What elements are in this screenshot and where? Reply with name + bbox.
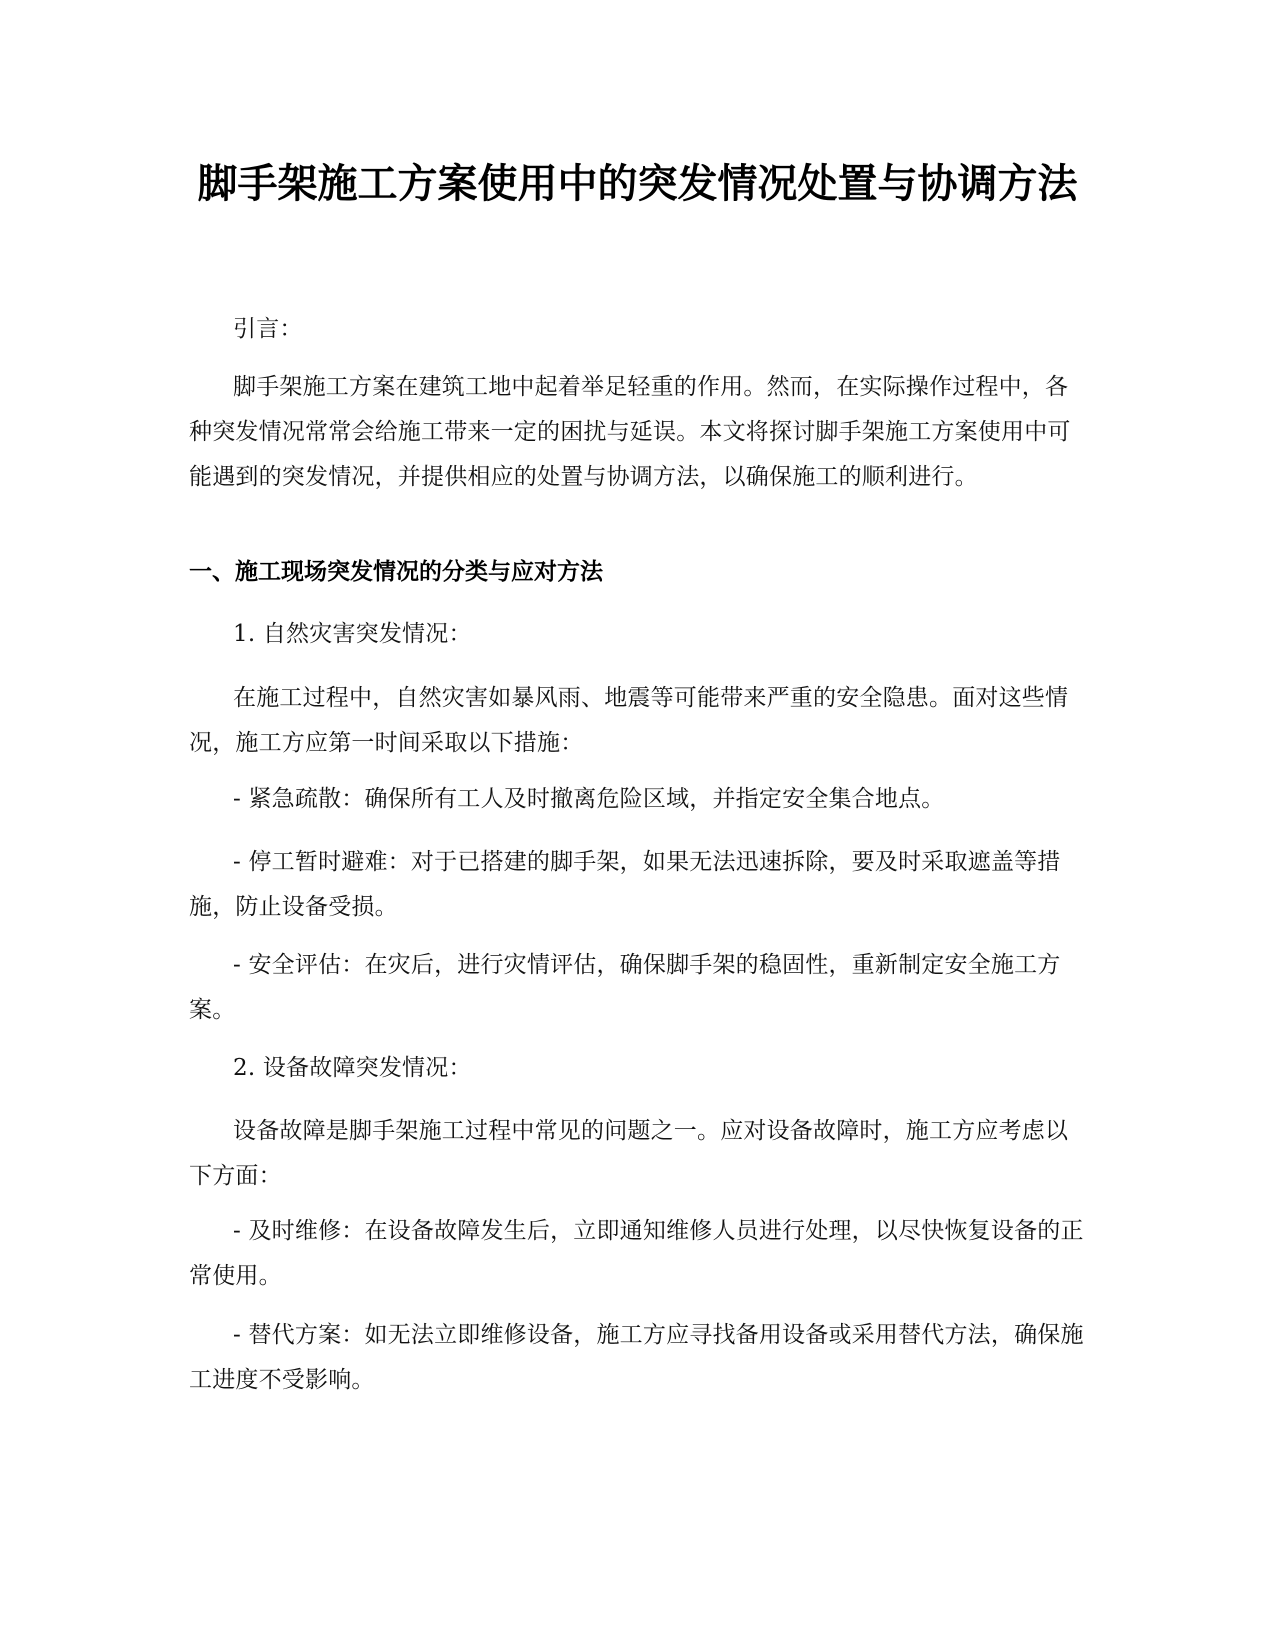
paragraph-natural-disaster: 在施工过程中，自然灾害如暴风雨、地震等可能带来严重的安全隐患。面对这些情况，施工方应第一时间采取以下措施： (189, 685, 1069, 756)
bullet-alternative-plan: - 替代方案：如无法立即维修设备，施工方应寻找备用设备或采用替代方法，确保施工进度不受影响。 (189, 1322, 1084, 1393)
bullet-emergency-evacuation: - 紧急疏散：确保所有工人及时撤离危险区域，并指定安全集合地点。 (233, 786, 945, 812)
item-heading-equipment-failure: 2. 设备故障突发情况： (233, 1055, 472, 1081)
intro-paragraph: 脚手架施工方案在建筑工地中起着举足轻重的作用。然而，在实际操作过程中，各种突发情况常常会给施工带来一定的困扰与延误。本文将探讨脚手架施工方案使用中可能遇到的突发情况，并提供相应的处置与协调方法，以确保施工的顺利进行。 (189, 374, 1071, 490)
bullet-safety-assessment: - 安全评估：在灾后，进行灾情评估，确保脚手架的稳固性，重新制定安全施工方案。 (189, 952, 1061, 1023)
intro-label: 引言： (233, 316, 303, 342)
item-heading-natural-disaster: 1. 自然灾害突发情况： (233, 621, 472, 647)
paragraph-equipment-failure: 设备故障是脚手架施工过程中常见的问题之一。应对设备故障时，施工方应考虑以下方面： (189, 1118, 1069, 1189)
bullet-suspend-shelter: - 停工暂时避难：对于已搭建的脚手架，如果无法迅速拆除，要及时采取遮盖等措施，防止设备受损。 (189, 849, 1061, 920)
bullet-timely-repair: - 及时维修：在设备故障发生后，立即通知维修人员进行处理，以尽快恢复设备的正常使用。 (189, 1218, 1084, 1289)
section-heading-1: 一、施工现场突发情况的分类与应对方法 (189, 559, 603, 585)
document-title: 脚手架施工方案使用中的突发情况处置与协调方法 (197, 161, 1078, 207)
